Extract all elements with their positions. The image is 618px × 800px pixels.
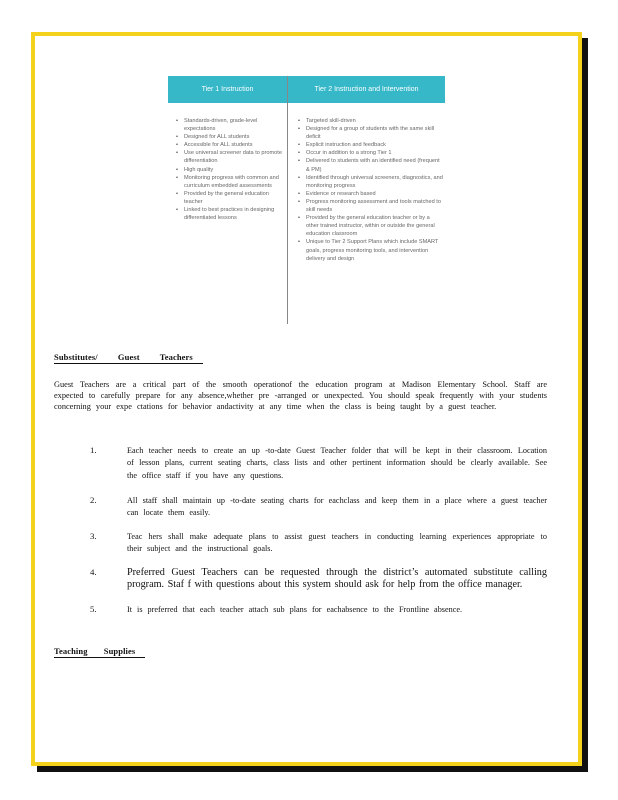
item-text: Each teacher needs to create an up -to-date Guest Teacher folder that will be kept in their classroom. Location of lesson plans, current seating charts, class lists and other pertinent information should be clearly available. See the office staff if you have any questions. bbox=[127, 446, 547, 480]
list-item: • Delivered to students with an identified need (frequent & PM) bbox=[298, 157, 443, 173]
item-number: 2. bbox=[90, 495, 97, 505]
section-heading-supplies: Teaching Supplies bbox=[54, 646, 145, 658]
list-item: • Unique to Tier 2 Support Plans which include SMART goals, progress monitoring tools, and intervention delivery and design bbox=[298, 238, 443, 262]
list-item: • Designed for a group of students with the same skill deficit bbox=[298, 125, 443, 141]
list-item: • Linked to best practices in designing differentiated lessons bbox=[176, 206, 284, 222]
tier-table bbox=[168, 76, 445, 324]
tier1-header: Tier 1 Instruction bbox=[168, 76, 287, 103]
tier1-list bbox=[176, 117, 284, 222]
list-item: • Explicit instruction and feedback bbox=[298, 141, 443, 149]
item-number: 1. bbox=[90, 445, 97, 455]
intro-text: Guest Teachers are a critical part of the smooth operationof the education program at Madison Elementary School. Staff are expected to carefully prepare for any absence,whether pre -arranged or unexpected. You should speak frequently with your students concerning your expe ctations for behavior andactivity at any time when the class is being taught by a guest teacher. bbox=[54, 380, 547, 412]
item-text: It is preferred that each teacher attach sub plans for eachabsence to the Frontline absence. bbox=[127, 605, 463, 614]
list-item: • High quality bbox=[176, 166, 284, 174]
item-number: 5. bbox=[90, 604, 97, 614]
list-item: • Standards-driven, grade-level expectations bbox=[176, 117, 284, 133]
list-item: • Targeted skill-driven bbox=[298, 117, 443, 125]
list-item: • Monitoring progress with common and curriculum embedded assessments bbox=[176, 174, 284, 190]
tier2-header: Tier 2 Instruction and Intervention bbox=[288, 76, 445, 103]
list-item: • Occur in addition to a strong Tier 1 bbox=[298, 149, 443, 157]
section-heading-substitutes: Substitutes/ Guest Teachers bbox=[54, 352, 203, 364]
item-number: 4. bbox=[90, 567, 97, 577]
item-text: Preferred Guest Teachers can be requested through the district’s automated substitute calling program. Staf f with questions about this system should ask for help from the office manager. bbox=[127, 567, 547, 591]
item-number: 3. bbox=[90, 531, 97, 541]
intro-paragraph bbox=[54, 379, 547, 412]
list-item: • Evidence or research based bbox=[298, 190, 443, 198]
item-text: All staff shall maintain up -to-date seating charts for eachclass and keep them in a place where a guest teacher can locate them easily. bbox=[127, 496, 547, 518]
list-item: • Identified through universal screeners, diagnostics, and monitoring progress bbox=[298, 174, 443, 190]
list-item: • Accessible for ALL students bbox=[176, 141, 284, 149]
tier2-list bbox=[298, 117, 443, 263]
list-item: • Use universal screener data to promote differentiation bbox=[176, 149, 284, 165]
list-item: • Designed for ALL students bbox=[176, 133, 284, 141]
tier-divider bbox=[287, 76, 288, 324]
item-text: Teac hers shall make adequate plans to assist guest teachers in conducting learning experiences appropriate to their subject and the instructional goals. bbox=[127, 532, 547, 554]
list-item: • Progress monitoring assessment and tools matched to skill needs bbox=[298, 198, 443, 214]
list-item: • Provided by the general education teacher or by a other trained instructor, within or outside the general education classroom bbox=[298, 214, 443, 238]
list-item: • Provided by the general education teacher bbox=[176, 190, 284, 206]
